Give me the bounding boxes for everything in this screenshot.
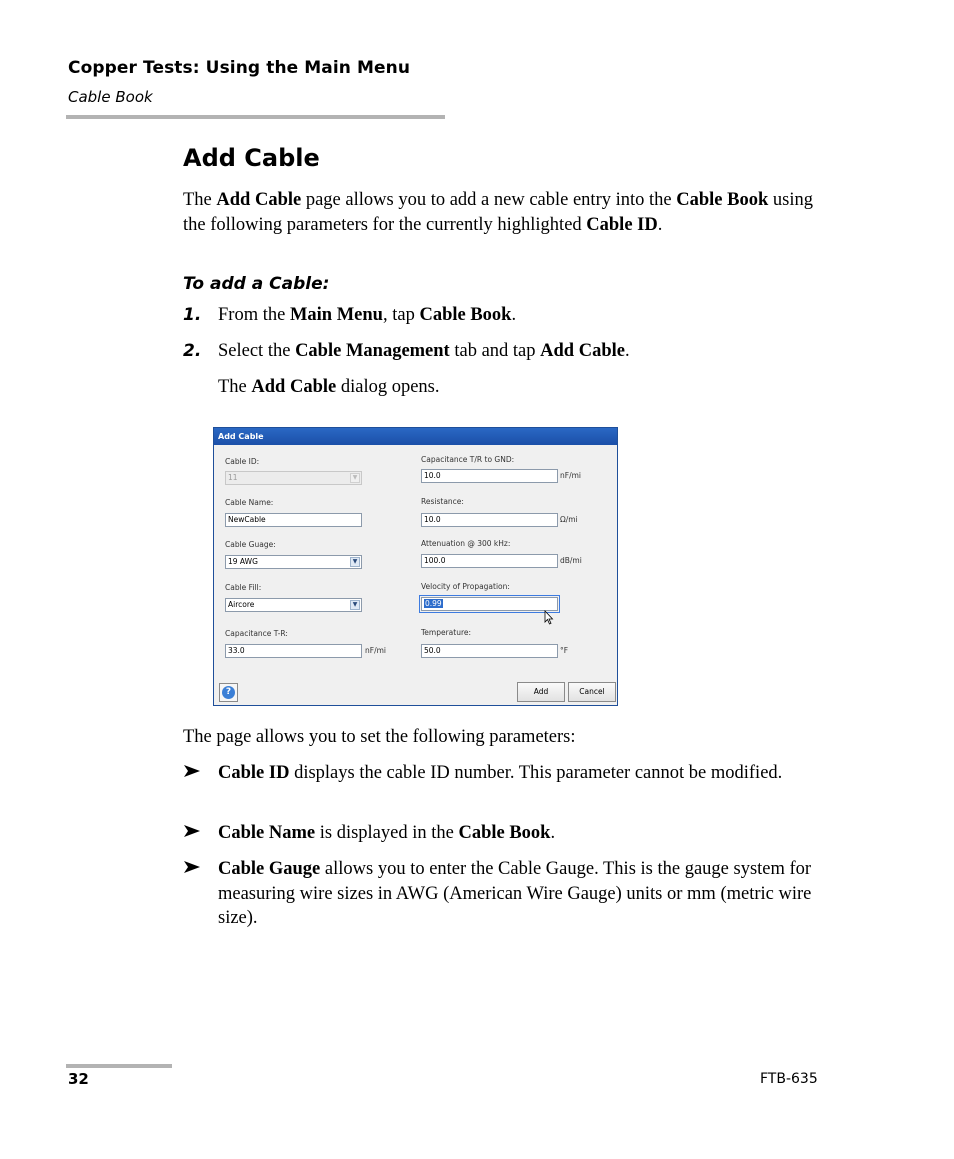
- chevron-down-icon[interactable]: ▼: [350, 557, 360, 567]
- footer-rule: [66, 1064, 172, 1068]
- resistance-label: Resistance:: [421, 497, 464, 506]
- section-title: Cable Book: [68, 88, 153, 106]
- cable-fill-select[interactable]: Aircore ▼: [225, 598, 362, 612]
- temperature-unit: °F: [560, 646, 569, 655]
- resistance-input[interactable]: 10.0: [421, 513, 558, 527]
- velocity-label: Velocity of Propagation:: [421, 582, 510, 591]
- step-number: 1.: [183, 305, 202, 325]
- procedure-title: To add a Cable:: [183, 274, 330, 294]
- arrow-bullet-icon: [183, 860, 201, 874]
- temperature-input[interactable]: 50.0: [421, 644, 558, 658]
- cable-id-select: 11 ▼: [225, 471, 362, 485]
- chapter-title: Copper Tests: Using the Main Menu: [68, 58, 411, 78]
- chevron-down-icon: ▼: [350, 473, 360, 483]
- capacitance-gnd-label: Capacitance T/R to GND:: [421, 455, 515, 464]
- cancel-button[interactable]: Cancel: [568, 682, 616, 702]
- step-text: From the Main Menu, tap Cable Book.: [218, 305, 517, 325]
- temperature-label: Temperature:: [421, 628, 472, 637]
- params-intro: The page allows you to set the following parameters:: [183, 727, 576, 747]
- capacitance-tr-unit: nF/mi: [365, 646, 386, 655]
- help-icon: ?: [222, 686, 235, 699]
- cable-name-label: Cable Name:: [225, 498, 274, 507]
- cable-fill-label: Cable Fill:: [225, 583, 262, 592]
- arrow-bullet-icon: [183, 764, 201, 778]
- cable-id-label: Cable ID:: [225, 457, 260, 466]
- page-heading: Add Cable: [183, 144, 320, 172]
- resistance-unit: Ω/mi: [560, 515, 578, 524]
- step-text: Select the Cable Management tab and tap Add Cable.: [218, 341, 630, 361]
- intro-paragraph: The Add Cable page allows you to add a new cable entry into the Cable Book using the following parameters for the currently highlighted Cable ID.: [183, 190, 813, 235]
- arrow-bullet-icon: [183, 824, 201, 838]
- attenuation-label: Attenuation @ 300 kHz:: [421, 539, 511, 548]
- selected-text: 0.99: [425, 599, 442, 608]
- dialog-title: Add Cable: [214, 428, 617, 445]
- cable-gauge-label: Cable Guage:: [225, 540, 276, 549]
- cable-name-input[interactable]: NewCable: [225, 513, 362, 527]
- add-button[interactable]: Add: [517, 682, 565, 702]
- add-cable-dialog: [213, 427, 618, 706]
- attenuation-unit: dB/mi: [560, 556, 582, 565]
- capacitance-tr-input[interactable]: 33.0: [225, 644, 362, 658]
- capacitance-gnd-unit: nF/mi: [560, 471, 581, 480]
- header-rule: [66, 115, 445, 119]
- help-button[interactable]: [219, 683, 238, 702]
- page-number: 32: [68, 1070, 89, 1088]
- attenuation-input[interactable]: 100.0: [421, 554, 558, 568]
- cable-gauge-select[interactable]: 19 AWG ▼: [225, 555, 362, 569]
- chevron-down-icon[interactable]: ▼: [350, 600, 360, 610]
- velocity-input[interactable]: [421, 597, 558, 611]
- capacitance-tr-label: Capacitance T-R:: [225, 629, 288, 638]
- capacitance-gnd-input[interactable]: 10.0: [421, 469, 558, 483]
- mouse-cursor-icon: [544, 610, 554, 625]
- step-number: 2.: [183, 341, 202, 361]
- document-id: FTB-635: [760, 1071, 818, 1087]
